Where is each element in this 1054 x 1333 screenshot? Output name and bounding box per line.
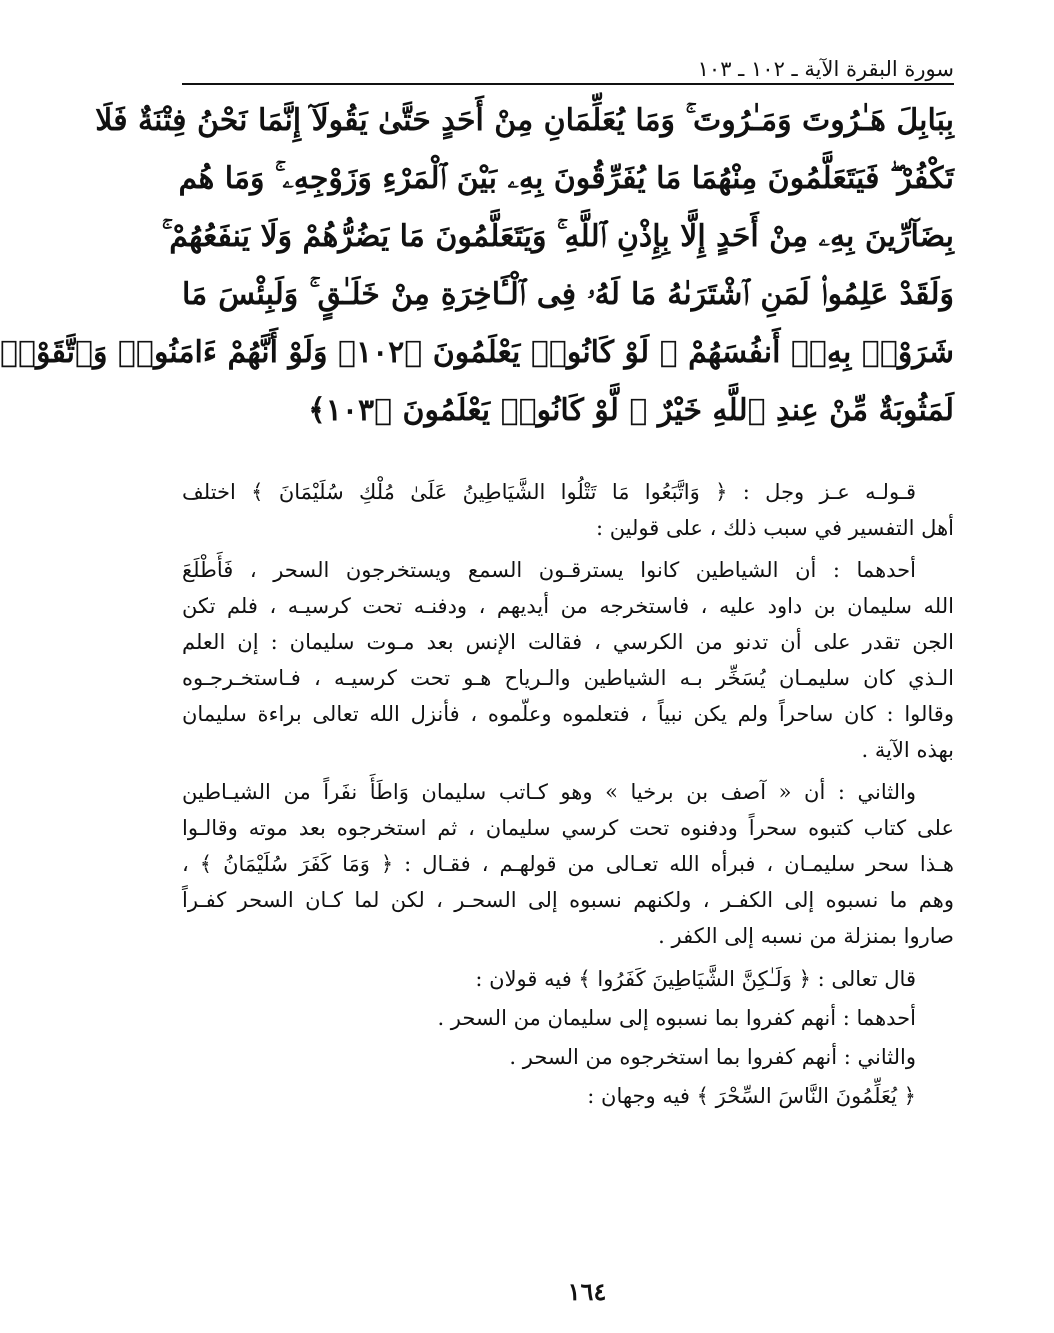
text-line: وقالوا : كان ساحراً ولم يكن نبياً ، فتعلموه وعلّموه ، فأنزل الله تعالى براءة سليمان [182, 702, 954, 726]
quran-line: بِبَابِلَ هَـٰرُوتَ وَمَـٰرُوتَ ۚ وَمَا يُعَلِّمَانِ مِنْ أَحَدٍ حَتَّىٰ يَقُولَآ إِنَّمَا نَحْنُ فِتْنَةٌ فَلَا [95, 103, 954, 138]
page-number: ١٦٤ [567, 1277, 607, 1306]
text-line: الجن تقدر على أن تدنو من الكرسي ، فقالت الإنس بعد مـوت سليمان : إن العلم [182, 630, 954, 654]
text-line: والثاني : أنهم كفروا بما استخرجوه من السحر . [509, 1045, 916, 1069]
text-line: قـولـه عـز وجل : ﴿ وَاتَّبَعُوا مَا تَتْلُوا الشَّيَاطِينُ عَلَىٰ مُلْكِ سُلَيْمَانَ ﴾ اختلف [182, 480, 916, 504]
tafsir-commentary [182, 474, 954, 1116]
paragraph-first-opinion [182, 552, 954, 768]
quran-text-block [0, 92, 954, 440]
text-line: صاروا بمنزلة من نسبه إلى الكفر . [658, 924, 954, 948]
header-rule [182, 83, 954, 85]
text-line: ﴿ يُعَلِّمُونَ النَّاسَ السِّحْرَ ﴾ فيه وجهان : [587, 1084, 916, 1108]
quran-line: بِضَآرِّينَ بِهِۦ مِنْ أَحَدٍ إِلَّا بِإِذْنِ ٱللَّهِ ۚ وَيَتَعَلَّمُونَ مَا يَضُرُّهُمْ وَلَا يَنفَعُهُمْ ۚ [161, 219, 954, 254]
quran-line: تَكْفُرْ ۖ فَيَتَعَلَّمُونَ مِنْهُمَا مَا يُفَرِّقُونَ بِهِۦ بَيْنَ ٱلْمَرْءِ وَزَوْجِهِۦ ۚ وَمَا هُم [178, 161, 954, 196]
paragraph-intro [182, 474, 954, 546]
text-line: أحدهما : أن الشياطين كانوا يسترقـون السمع ويستخرجون السحر ، فَأَطْلَعَ [182, 558, 916, 582]
text-line: هـذا سحر سليمـان ، فبرأه الله تعـالى من قولهـم ، فقـال : ﴿ وَمَا كَفَرَ سُلَيْمَانُ ﴾ ، [182, 852, 954, 876]
text-line: على كتاب كتبوه سحراً ودفنوه تحت كرسي سليمان ، ثم استخرجوه بعد موته وقالـوا [182, 816, 954, 840]
paragraph-second-opinion [182, 774, 954, 954]
text-line: بهذه الآية . [861, 738, 954, 762]
text-line: وهم ما نسبوه إلى الكفـر ، ولكنهم نسبوه إلى السحـر ، لكن لما كـان السحر كفـراً [182, 888, 954, 912]
running-header: سورة البقرة الآية ـ ١٠٢ ـ ١٠٣ [697, 57, 954, 81]
quran-line: وَلَقَدْ عَلِمُوا۟ لَمَنِ ٱشْتَرَىٰهُ مَا لَهُۥ فِى ٱلْـَٔاخِرَةِ مِنْ خَلَـٰقٍ ۚ وَلَبِئْسَ مَا [182, 277, 954, 312]
text-line: الله سليمان بن داود عليه ، فاستخرجه من أيديهم ، ودفنـه تحت كرسيـه ، فلم تكن [182, 594, 954, 618]
text-line: أحدهما : أنهم كفروا بما نسبوه إلى سليمان من السحر . [437, 1006, 916, 1030]
text-line: والثاني : أن « آصف بن برخيا » وهو كـاتب سليمان وَاطَأَ نفَراً من الشيـاطين [182, 780, 916, 804]
text-line: أهل التفسير في سبب ذلك ، على قولين : [595, 516, 954, 540]
quran-line: شَرَوْا۟ بِهِۦٓ أَنفُسَهُمْ ۚ لَوْ كَانُوا۟ يَعْلَمُونَ ﴿١٠٢﴾ وَلَوْ أَنَّهُمْ ءَامَنُوا۟ وَٱتَّقَوْا۟ [0, 335, 954, 370]
text-line: الـذي كان سليمـان يُسَخِّر بـه الشياطين والـرياح هـو تحت كرسيـه ، فـاستخـرجـوه [182, 666, 954, 690]
text-line: قال تعالى : ﴿ وَلَـٰكِنَّ الشَّيَاطِينَ كَفَرُوا ﴾ فيه قولان : [475, 967, 916, 991]
quran-line: لَمَثُوبَةٌ مِّنْ عِندِ ٱللَّهِ خَيْرٌ ۖ لَّوْ كَانُوا۟ يَعْلَمُونَ ﴿١٠٣﴾ [308, 393, 954, 428]
